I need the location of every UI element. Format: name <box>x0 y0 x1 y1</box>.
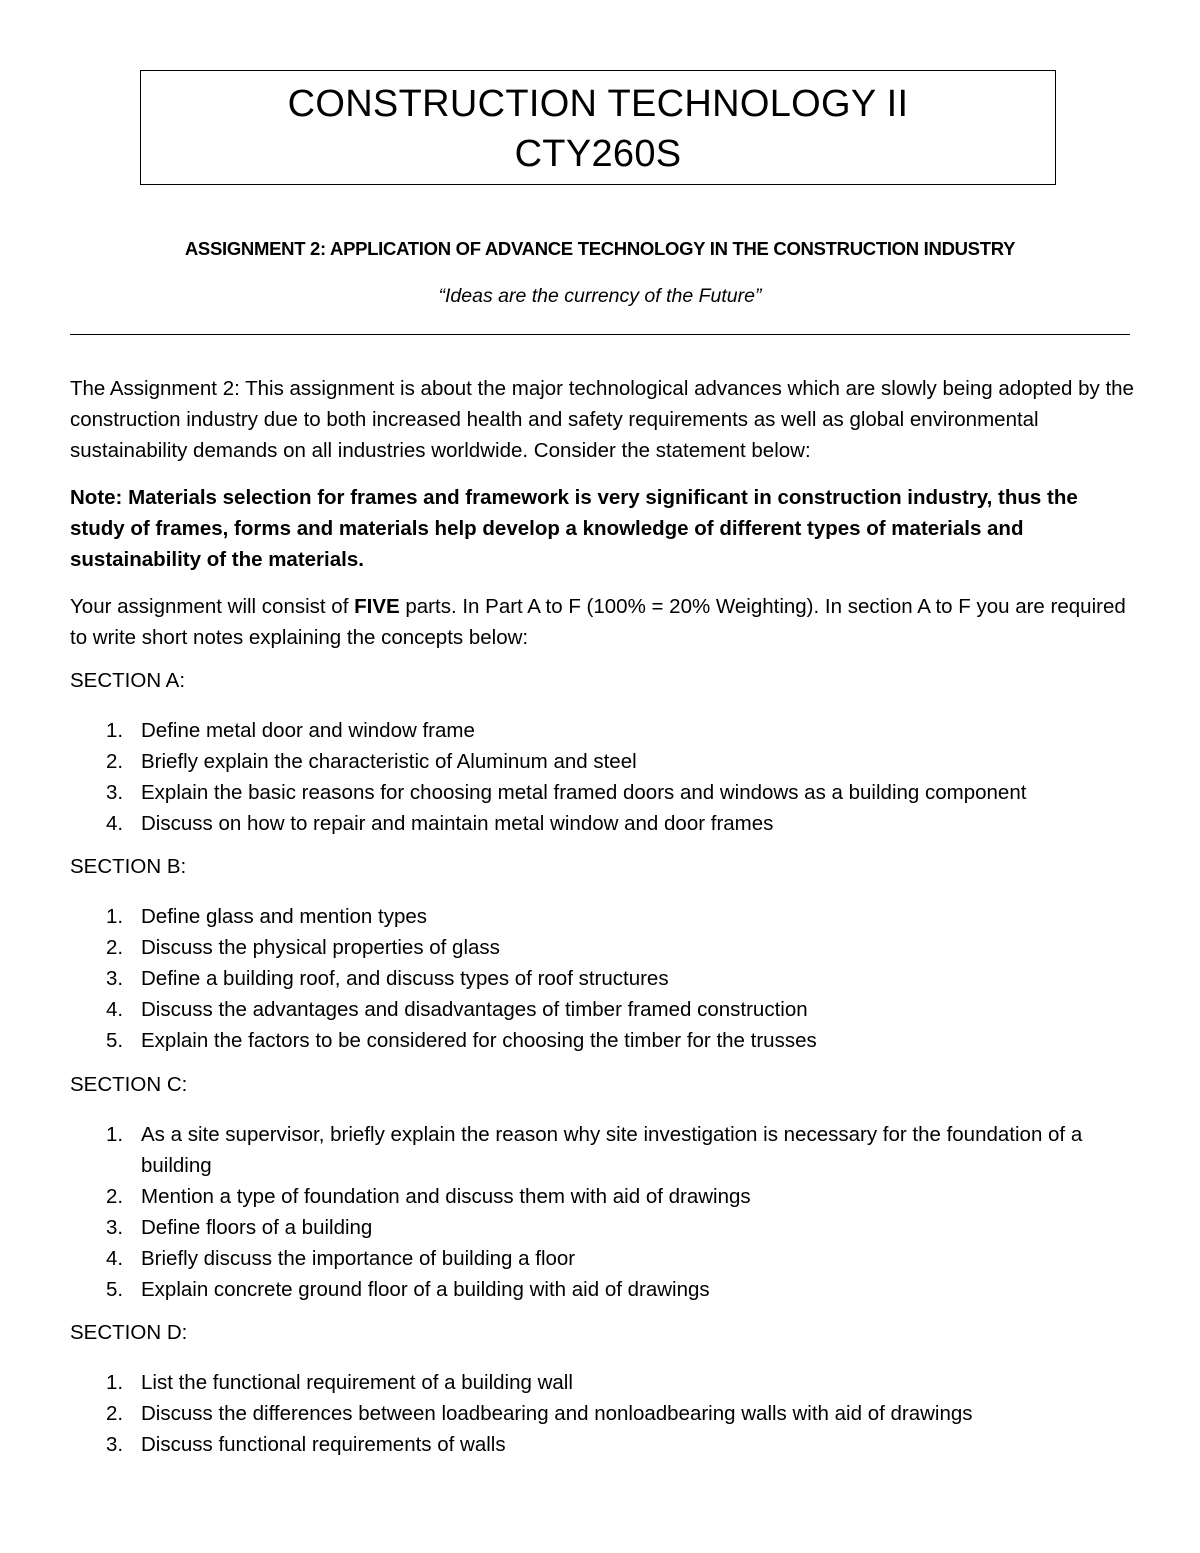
instructions-text-before: Your assignment will consist of <box>70 595 355 618</box>
course-code: CTY260S <box>514 133 682 175</box>
item-text: Discuss the differences between loadbearing and nonloadbearing walls with aid of drawings <box>141 1402 973 1425</box>
item-text: Briefly explain the characteristic of Aluminum and steel <box>141 750 637 773</box>
list-item <box>70 1367 1130 1398</box>
item-text: Explain the basic reasons for choosing metal framed doors and windows as a building component <box>141 781 1027 804</box>
instructions-text-after: parts. In Part A to F (100% = 20% Weighting). In section A to F you are required to write short notes explaining the concepts below: <box>70 595 1126 649</box>
list-item <box>70 994 1130 1025</box>
section-b-list <box>70 901 1130 1056</box>
assignment-heading: ASSIGNMENT 2: APPLICATION OF ADVANCE TECHNOLOGY IN THE CONSTRUCTION INDUSTRY <box>184 238 1016 259</box>
item-number: 2. <box>106 1185 124 1208</box>
item-text: Mention a type of foundation and discuss them with aid of drawings <box>141 1185 751 1208</box>
section-d-list <box>70 1367 1130 1460</box>
section-a-label: SECTION A: <box>70 669 186 692</box>
title-box <box>140 70 1056 185</box>
list-item <box>70 715 1130 746</box>
item-number: 4. <box>106 998 124 1021</box>
item-text: Discuss functional requirements of walls <box>141 1433 506 1456</box>
item-text: Discuss on how to repair and maintain metal window and door frames <box>141 812 774 835</box>
item-text: Briefly discuss the importance of building a floor <box>141 1247 576 1270</box>
intro-paragraph: The Assignment 2: This assignment is about the major technological advances which are slowly being adopted by the construction industry due to both increased health and safety requirements as well as global environmental sustainability demands on all industries worldwide. Consider the statement below: <box>70 377 1134 462</box>
section-a-list <box>70 715 1130 839</box>
item-text: Explain the factors to be considered for choosing the timber for the trusses <box>141 1029 817 1052</box>
note-paragraph: Note: Materials selection for frames and framework is very significant in construction industry, thus the study of frames, forms and materials help develop a knowledge of different types of materials and sustainability of the materials. <box>70 486 1078 571</box>
item-number: 5. <box>106 1029 124 1052</box>
list-item <box>70 1243 1130 1274</box>
item-text: List the functional requirement of a building wall <box>141 1371 573 1394</box>
list-item <box>70 901 1130 932</box>
horizontal-divider <box>70 334 1130 335</box>
item-number: 1. <box>106 1371 124 1394</box>
list-item <box>70 808 1130 839</box>
item-text: Define metal door and window frame <box>141 719 475 742</box>
item-number: 3. <box>106 1433 124 1456</box>
item-text: Define a building roof, and discuss types of roof structures <box>141 967 669 990</box>
section-b-label: SECTION B: <box>70 855 187 878</box>
item-number: 2. <box>106 936 124 959</box>
list-item <box>70 1025 1130 1056</box>
list-item <box>70 1212 1130 1243</box>
item-number: 3. <box>106 1216 124 1239</box>
list-item <box>70 1429 1130 1460</box>
instructions-paragraph <box>70 591 1135 653</box>
list-item <box>70 746 1130 777</box>
item-number: 3. <box>106 967 124 990</box>
item-number: 2. <box>106 1402 124 1425</box>
item-text: Explain concrete ground floor of a building with aid of drawings <box>141 1278 710 1301</box>
item-number: 1. <box>106 905 124 928</box>
item-number: 4. <box>106 1247 124 1270</box>
list-item <box>70 1398 1130 1429</box>
item-number: 1. <box>106 1123 124 1146</box>
instructions-emphasis: FIVE <box>354 595 400 618</box>
item-text: As a site supervisor, briefly explain the reason why site investigation is necessary for the foundation of a building <box>141 1123 1083 1177</box>
item-number: 1. <box>106 719 124 742</box>
list-item <box>70 1181 1130 1212</box>
item-number: 4. <box>106 812 124 835</box>
course-title: CONSTRUCTION TECHNOLOGY II <box>287 83 909 125</box>
section-d-label: SECTION D: <box>70 1321 188 1344</box>
list-item <box>70 777 1130 808</box>
section-c-list <box>70 1119 1130 1305</box>
item-text: Define glass and mention types <box>141 905 428 928</box>
section-c-label: SECTION C: <box>70 1073 188 1096</box>
list-item <box>70 1119 1130 1181</box>
assignment-quote: “Ideas are the currency of the Future” <box>438 285 762 307</box>
item-text: Define floors of a building <box>141 1216 373 1239</box>
item-number: 3. <box>106 781 124 804</box>
item-text: Discuss the advantages and disadvantages of timber framed construction <box>141 998 808 1021</box>
item-number: 5. <box>106 1278 124 1301</box>
item-number: 2. <box>106 750 124 773</box>
list-item <box>70 963 1130 994</box>
item-text: Discuss the physical properties of glass <box>141 936 500 959</box>
list-item <box>70 932 1130 963</box>
list-item <box>70 1274 1130 1305</box>
